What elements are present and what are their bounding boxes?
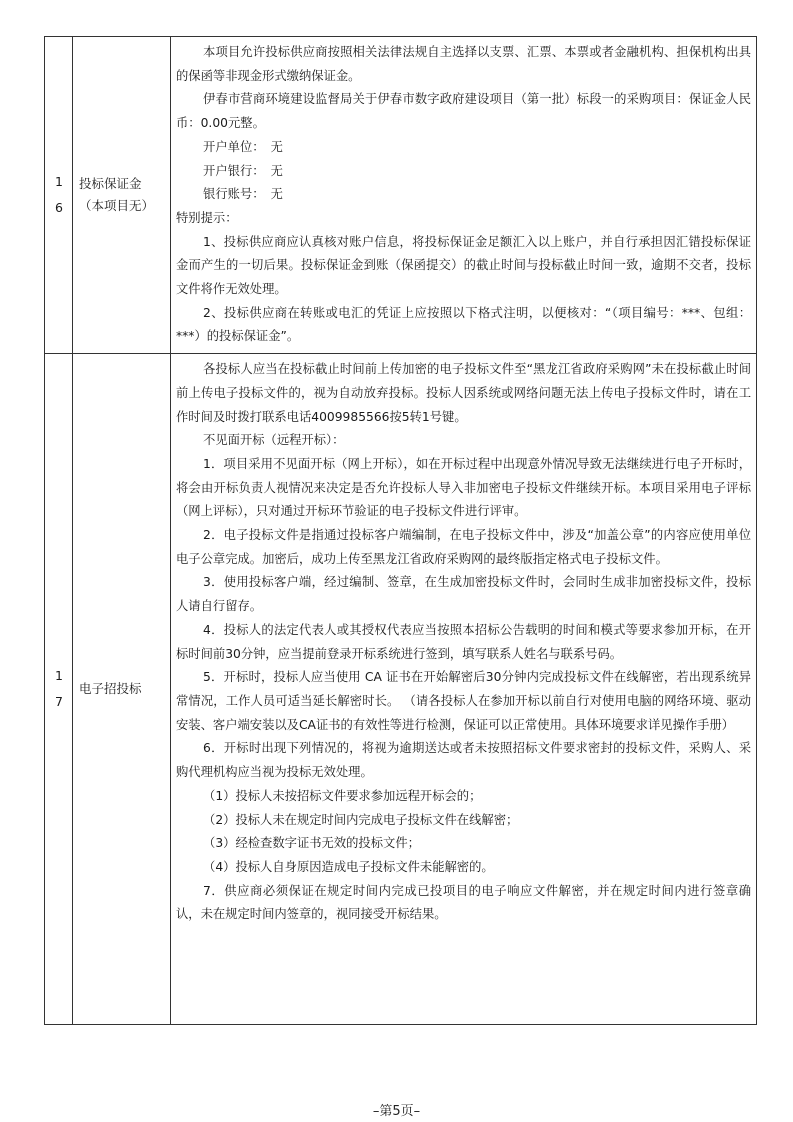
table-row-17 (45, 354, 757, 1025)
requirements-table (44, 36, 757, 1025)
paragraph: 各投标人应当在投标截止时间前上传加密的电子投标文件至“黑龙江省政府采购网”未在投标截止时间前上传电子投标文件的，视为自动放弃投标。投标人因系统或网络问题无法上传电子投标文件时，请在工作时间及时拨打联系电话4009985566按5转1号键。 (176, 362, 751, 424)
paragraph: 本项目允许投标供应商按照相关法律法规自主选择以支票、汇票、本票或者金融机构、担保机构出具的保函等非现金形式缴纳保证金。 (176, 45, 751, 83)
row-label: 投标保证金（本项目无） (73, 37, 171, 354)
row-number-digit-1: 1 (55, 174, 63, 190)
paragraph: 5．开标时，投标人应当使用 CA 证书在开始解密后30分钟内完成投标文件在线解密，若出现系统异常情况，工作人员可适当延长解密时长。 （请各投标人在参加开标以前自行对使用电脑的网络环境、驱动安装、客户端安装以及CA证书的有效性等进行检测，保证可以正常使用。具体环境要求详见操作手册） (176, 670, 751, 732)
row-content (171, 37, 757, 354)
paragraph: 2、投标供应商在转账或电汇的凭证上应按照以下格式注明，以便核对：“（项目编号：***、包组：***）的投标保证金”。 (176, 305, 751, 344)
paragraph: 伊春市营商环境建设监督局关于伊春市数字政府建设项目（第一批）标段一的采购项目：保证金人民币：0.00元整。 (176, 92, 751, 131)
row-content (171, 354, 757, 1025)
paragraph: 1、投标供应商应认真核对账户信息，将投标保证金足额汇入以上账户，并自行承担因汇错投标保证金而产生的一切后果。投标保证金到账（保函提交）的截止时间与投标截止时间一致，逾期不交者，投标文件将作无效处理。 (176, 234, 751, 297)
paragraph: （2）投标人未在规定时间内完成电子投标文件在线解密； (203, 812, 519, 827)
row-number (45, 354, 73, 1025)
row-label: 电子招投标 (73, 354, 171, 1025)
row-number-digit-1: 1 (55, 668, 63, 684)
paragraph: 开户银行： 无 (203, 163, 283, 178)
paragraph: 2．电子投标文件是指通过投标客户端编制，在电子投标文件中，涉及“加盖公章”的内容应使用单位电子公章完成。加密后，成功上传至黑龙江省政府采购网的最终版指定格式电子投标文件。 (176, 528, 751, 566)
paragraph: 4．投标人的法定代表人或其授权代表应当按照本招标公告载明的时间和模式等要求参加开标，在开标时间前30分钟，应当提前登录开标系统进行签到，填写联系人姓名与联系号码。 (176, 622, 751, 661)
paragraph: 3．使用投标客户端，经过编制、签章，在生成加密投标文件时，会同时生成非加密投标文件，投标人请自行留存。 (176, 575, 751, 614)
paragraph: 银行账号： 无 (203, 187, 283, 202)
paragraph: 开户单位： 无 (203, 139, 283, 154)
paragraph: 6．开标时出现下列情况的，将视为逾期送达或者未按照招标文件要求密封的投标文件，采购人、采购代理机构应当视为投标无效处理。 (176, 741, 751, 780)
row-number-digit-2: 7 (55, 694, 63, 710)
paragraph: 不见面开标（远程开标）： (203, 433, 345, 448)
paragraph: 7．供应商必须保证在规定时间内完成已投项目的电子响应文件解密，并在规定时间内进行签章确认，未在规定时间内签章的，视同接受开标结果。 (176, 883, 751, 922)
paragraph: 1．项目采用不见面开标（网上开标），如在开标过程中出现意外情况导致无法继续进行电子开标时，将会由开标负责人视情况来决定是否允许投标人导入非加密电子投标文件继续开标。本项目采用电子评标（网上评标），只对通过开标环节验证的电子投标文件进行评审。 (176, 456, 751, 519)
paragraph: 特别提示： (176, 210, 238, 225)
paragraph: （4）投标人自身原因造成电子投标文件未能解密的。 (203, 859, 494, 874)
table-row-16 (45, 37, 757, 354)
row-number (45, 37, 73, 354)
paragraph: （3）经检查数字证书无效的投标文件； (203, 836, 420, 851)
row-number-digit-2: 6 (55, 200, 63, 216)
paragraph: （1）投标人未按招标文件要求参加远程开标会的； (203, 788, 482, 803)
page-number: –第5页– (372, 1104, 421, 1119)
